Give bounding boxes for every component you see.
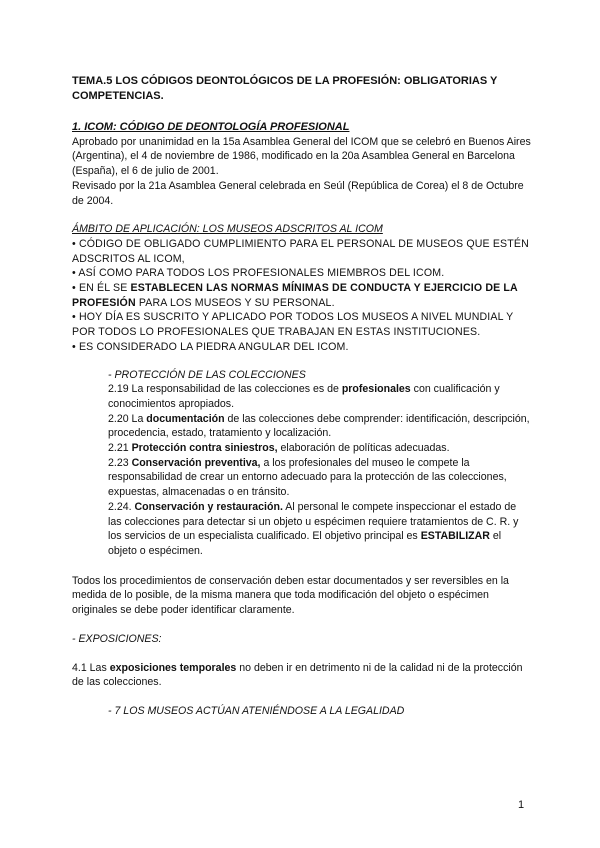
item-2-23-post: a los profesionales del museo le compete la responsabilidad de crear un entorno adecuado para la protección de las colecciones, expuestas, almacenadas o en tránsito.	[108, 456, 507, 499]
document-page	[72, 74, 532, 719]
document-title: TEMA.5 LOS CÓDIGOS DEONTOLÓGICOS DE LA PROFESIÓN: OBLIGATORIAS Y COMPETENCIAS.	[72, 75, 498, 102]
item-2-21-pre: 2.21	[108, 442, 132, 455]
bullet-suscrito: • HOY DÍA ES SUSCRITO Y APLICADO POR TODOS LOS MUSEOS A NIVEL MUNDIAL Y POR TODOS LO PROFESIONALES QUE TRABAJAN EN ESTAS INSTITUCIONES.	[72, 311, 514, 339]
section-heading-proteccion: - PROTECCIÓN DE LAS COLECCIONES	[108, 368, 306, 381]
item-2-24-post2: el objeto o espécimen.	[108, 530, 502, 557]
item-2-23	[108, 456, 532, 500]
section-heading-exposiciones: - EXPOSICIONES:	[72, 632, 162, 645]
page-number: 1	[518, 799, 525, 811]
bullet-piedra-angular: • ES CONSIDERADO LA PIEDRA ANGULAR DEL ICOM.	[72, 340, 349, 353]
item-2-23-pre: 2.23	[108, 456, 132, 469]
item-2-24-post: Al personal le compete inspeccionar el estado de las colecciones para detectar si un objeto u espécimen requiere tratamientos de C. R. y los servicios de un especialista cualificado. El objetivo principal es	[108, 500, 519, 543]
bullet-normas-post: PARA LOS MUSEOS Y SU PERSONAL.	[135, 296, 335, 309]
item-2-24-bold: Conservación y restauración.	[134, 500, 283, 513]
item-2-19-pre: 2.19 La responsabilidad de las colecciones es de	[108, 383, 342, 396]
section-heading-legalidad: - 7 LOS MUSEOS ACTÚAN ATENIÉNDOSE A LA LEGALIDAD	[108, 704, 405, 717]
section-heading-icom: 1. ICOM: CÓDIGO DE DEONTOLOGÍA PROFESIONAL	[72, 121, 350, 133]
bullet-obligado: • CÓDIGO DE OBLIGADO CUMPLIMIENTO PARA EL PERSONAL DE MUSEOS QUE ESTÉN ADSCRITOS AL ICOM,	[72, 237, 529, 265]
item-4-1-bold: exposiciones temporales	[109, 661, 237, 674]
paragraph-aprobado: Aprobado por unanimidad en la 15a Asamblea General del ICOM que se celebró en Buenos Aires (Argentina), el 4 de noviembre de 1986, modificado en la 20a Asamblea General en Barcelona (España), el 6 de julio de 2001.	[72, 135, 531, 178]
item-2-20-post: de las colecciones debe comprender: identificación, descripción, procedencia, estado, tratamiento y localización.	[108, 412, 530, 440]
item-2-20-pre: 2.20 La	[108, 412, 147, 425]
proteccion-block	[108, 368, 532, 559]
paragraph-revisado: Revisado por la 21a Asamblea General celebrada en Seúl (República de Corea) el 8 de Octubre de 2004.	[72, 179, 524, 207]
item-2-23-bold: Conservación preventiva,	[131, 456, 261, 469]
item-4-1-post: no deben ir en detrimento ni de la calidad ni de la protección de las colecciones.	[72, 661, 523, 689]
bullet-normas-pre: • EN ÉL SE	[72, 282, 131, 295]
item-4-1	[72, 661, 532, 690]
paragraph-procedimientos: Todos los procedimientos de conservación deben estar documentados y ser reversibles en la medida de lo posible, de la misma manera que toda modificación del objeto o espécimen originales se debe poder identificar claramente.	[72, 574, 509, 617]
bullet-normas	[72, 281, 532, 310]
item-2-20	[108, 412, 532, 441]
item-4-1-pre: 4.1 Las	[72, 661, 110, 674]
bullet-profesionales: • ASÍ COMO PARA TODOS LOS PROFESIONALES MIEMBROS DEL ICOM.	[72, 267, 445, 280]
item-2-21-bold: Protección contra siniestros,	[131, 442, 278, 455]
item-2-24-pre: 2.24.	[108, 500, 135, 513]
item-2-19-post: con cualificación y conocimientos apropiados.	[108, 383, 500, 410]
item-2-21	[108, 441, 532, 456]
bullet-normas-bold: ESTABLECEN LAS NORMAS MÍNIMAS DE CONDUCTA Y EJERCICIO DE LA PROFESIÓN	[72, 282, 518, 309]
item-2-19-bold: profesionales	[341, 383, 411, 396]
section-heading-ambito: ÁMBITO DE APLICACIÓN: LOS MUSEOS ADSCRITOS AL ICOM	[72, 223, 383, 236]
item-2-24-bold2: ESTABILIZAR	[420, 530, 490, 543]
item-2-19	[108, 382, 532, 411]
item-2-20-bold: documentación	[146, 412, 225, 425]
item-2-24	[108, 500, 532, 559]
item-2-21-post: elaboración de políticas adecuadas.	[277, 442, 450, 455]
